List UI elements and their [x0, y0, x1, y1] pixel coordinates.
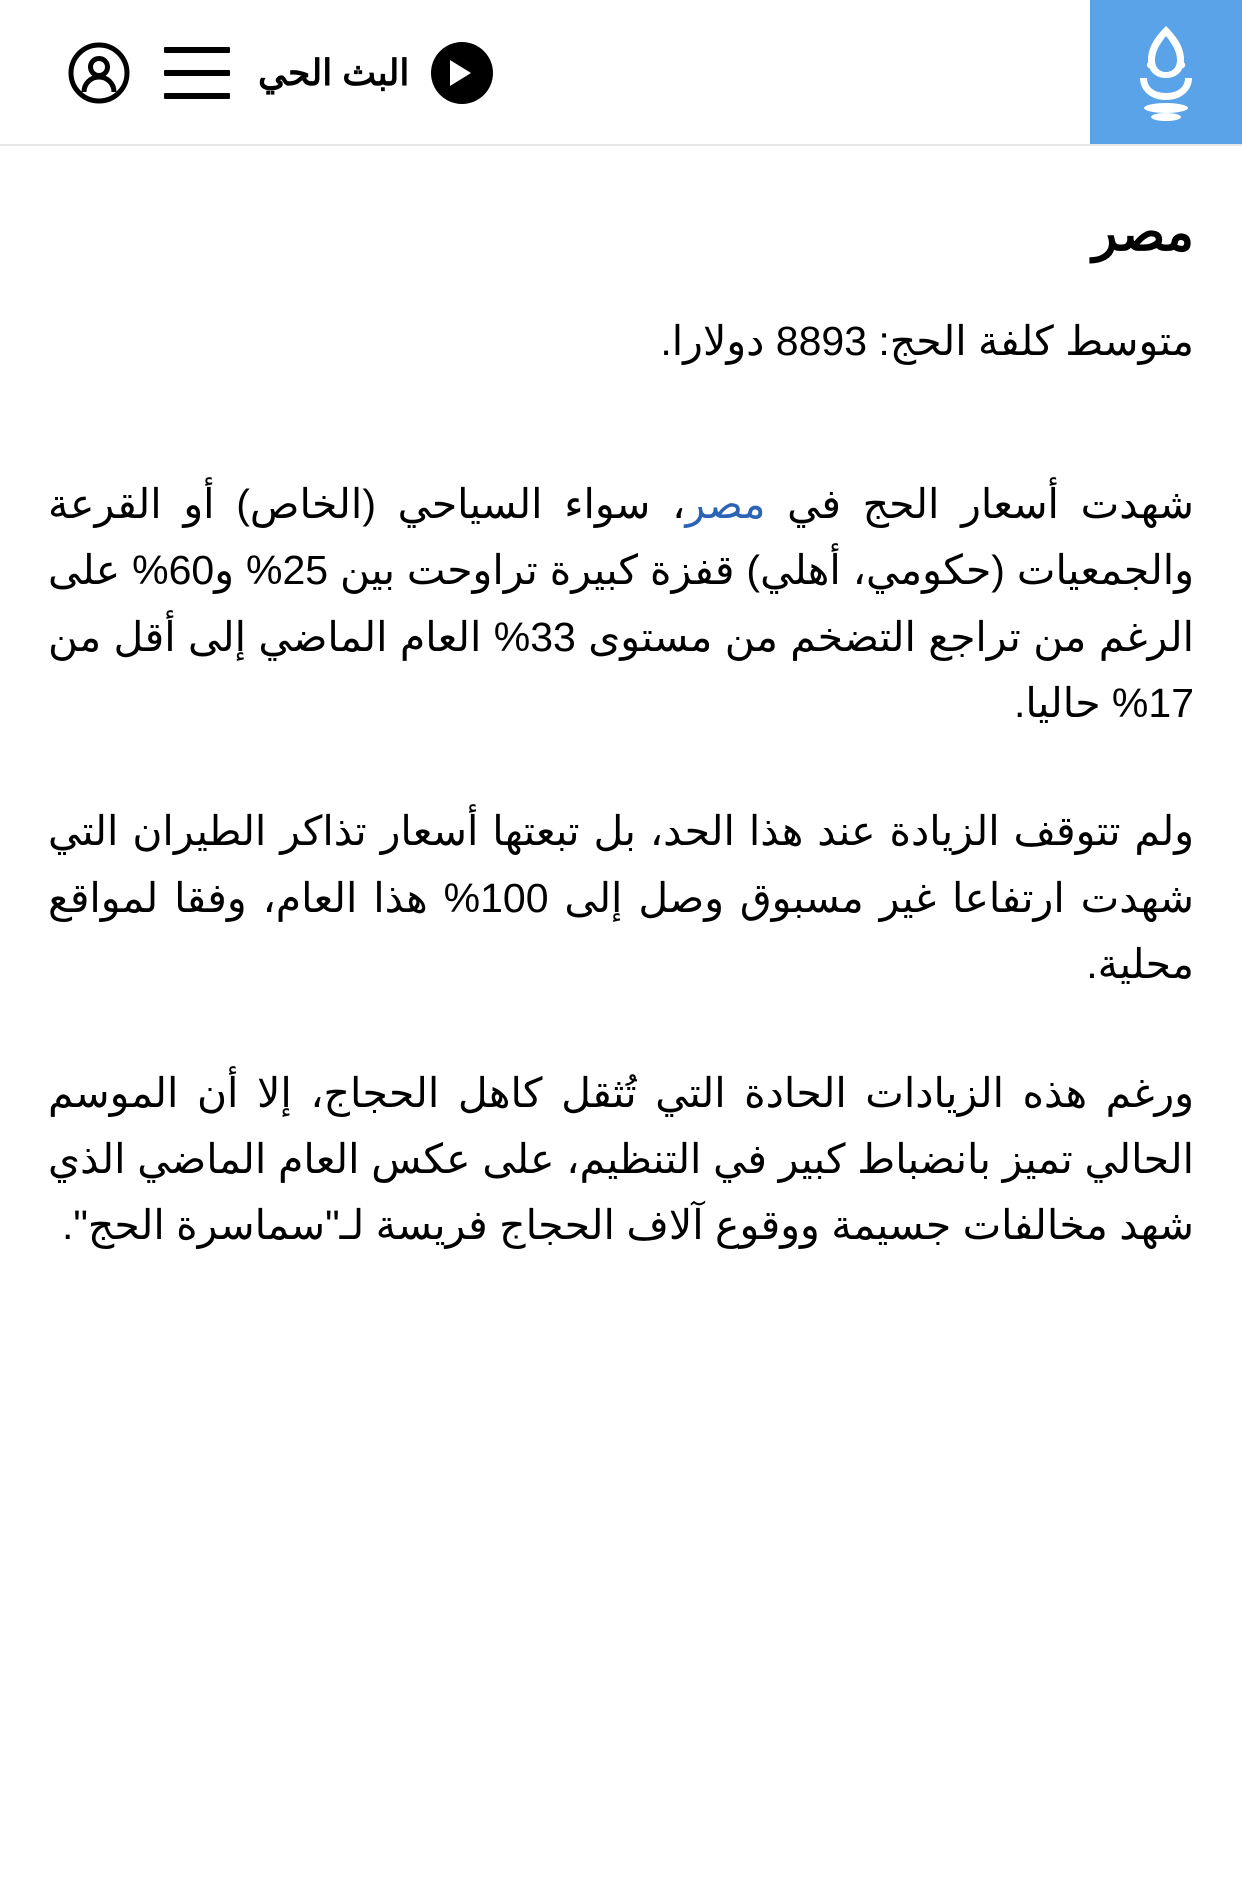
- site-header: [0, 0, 1242, 146]
- header-left-controls: [34, 0, 230, 146]
- inline-link-egypt[interactable]: مصر: [685, 480, 766, 527]
- live-stream-button[interactable]: [258, 0, 493, 146]
- live-stream-label: البث الحي: [258, 52, 410, 93]
- menu-icon[interactable]: [164, 47, 230, 99]
- paragraph-text-before: شهدت أسعار الحج في: [765, 480, 1194, 527]
- article-paragraph: ورغم هذه الزيادات الحادة التي تُثقل كاهل الحجاج، إلا أن الموسم الحالي تميز بانضباط كبير في التنظيم، على عكس العام الماضي الذي شهد مخالفات جسيمة ووقوع آلاف الحجاج فريسة لـ"سماسرة الحج".: [48, 1069, 1194, 1249]
- account-icon[interactable]: [68, 42, 130, 104]
- menu-icon-bar: [164, 70, 230, 76]
- menu-icon-bar: [164, 47, 230, 53]
- article-paragraph: [48, 471, 1194, 737]
- article-lead: متوسط كلفة الحج: 8893 دولارا.: [660, 318, 1194, 365]
- play-icon[interactable]: [431, 42, 493, 104]
- paragraph-text-after: ، سواء السياحي (الخاص) أو القرعة والجمعيات (حكومي، أهلي) قفزة كبيرة تراوحت بين 25% و60% على الرغم من تراجع التضخم من مستوى 33% العام الماضي إلى أقل من 17% حاليا.: [48, 480, 1194, 727]
- page-title: مصر: [1092, 204, 1194, 262]
- article-body: [0, 146, 1242, 1259]
- aljazeera-logo[interactable]: [1090, 0, 1242, 144]
- article-paragraph: ولم تتوقف الزيادة عند هذا الحد، بل تبعتها أسعار تذاكر الطيران التي شهدت ارتفاعا غير مسبوق وصل إلى 100% هذا العام، وفقا لمواقع محلية.: [48, 808, 1194, 988]
- menu-icon-bar: [164, 93, 230, 99]
